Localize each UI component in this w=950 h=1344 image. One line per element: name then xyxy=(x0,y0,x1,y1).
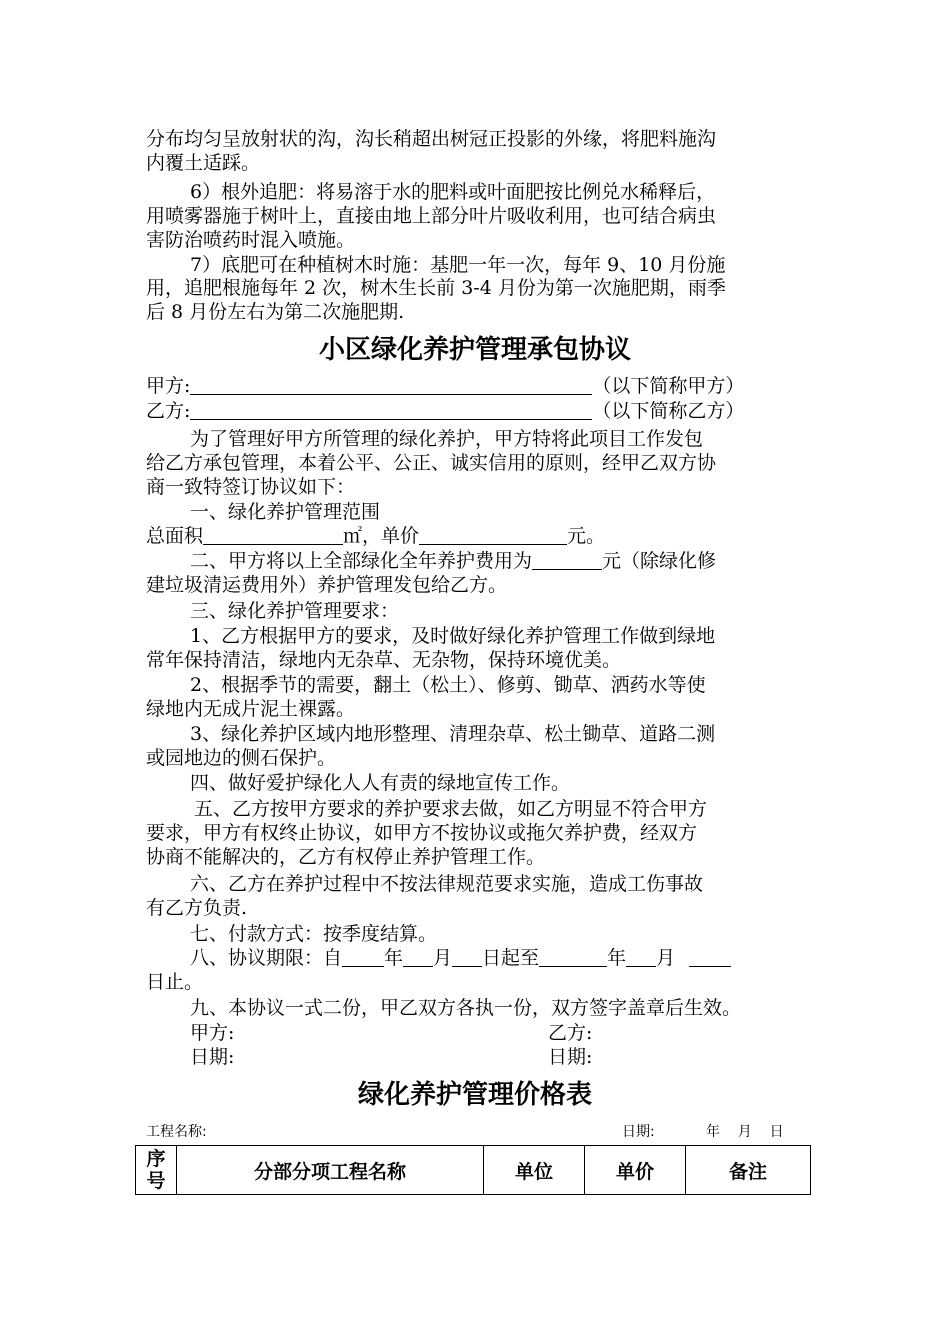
section-9: 九、本协议一式二份，甲乙双方各执一份，双方签字盖章后生效。 xyxy=(190,997,742,1019)
intro-line-1: 分布均匀呈放射状的沟，沟长稍超出树冠正投影的外缘，将肥料施沟 xyxy=(146,128,717,150)
price-table-title: 绿化养护管理价格表 xyxy=(357,1080,592,1110)
section-4: 四、做好爱护绿化人人有责的绿地宣传工作。 xyxy=(190,772,571,794)
term-prefix: 八、协议期限：自 xyxy=(190,947,343,969)
term-day-from: 日起至 xyxy=(482,947,540,969)
section-2-text-a: 二、甲方将以上全部绿化全年养护费用为 xyxy=(190,550,533,572)
annual-fee-blank xyxy=(532,549,602,570)
party-a-label: 甲方: xyxy=(146,375,191,397)
area-unit: ㎡，单价 xyxy=(343,525,420,547)
table-date-ymd: 年 月 日 xyxy=(706,1124,784,1140)
header-seq-text: 序号 xyxy=(146,1148,166,1192)
req-2-line-2: 绿地内无成片泥土裸露。 xyxy=(146,698,356,720)
section-6-line-1: 六、乙方在养护过程中不按法律规范要求实施，造成工伤事故 xyxy=(190,873,704,895)
date-a: 日期: xyxy=(190,1046,235,1068)
intro-line-3: 6）根外追肥：将易溶于水的肥料或叶面肥按比例兑水稀释后， xyxy=(190,181,716,203)
section-6-line-2: 有乙方负责. xyxy=(146,897,248,919)
party-b-blank xyxy=(190,399,592,420)
section-2-text-b: 元（除绿化修 xyxy=(602,550,717,572)
term-year-2: 年 xyxy=(607,947,627,969)
section-7: 七、付款方式：按季度结算。 xyxy=(190,923,438,945)
party-a-blank xyxy=(190,374,592,395)
party-a-line xyxy=(146,374,744,398)
preamble-line-1: 为了管理好甲方所管理的绿化养护，甲方特将此项目工作发包 xyxy=(190,428,704,450)
section-5-line-2: 要求，甲方有权终止协议，如甲方不按协议或拖欠养护费，经双方 xyxy=(146,822,698,844)
term-month-1: 月 xyxy=(433,947,453,969)
req-1-line-2: 常年保持清洁，绿地内无杂草、无杂物，保持环境优美。 xyxy=(146,649,622,671)
intro-line-2: 内覆土适踩。 xyxy=(146,152,261,174)
start-day-blank xyxy=(452,946,482,967)
table-date-label: 日期: xyxy=(622,1124,655,1140)
section-2-line-2: 建垃圾清运费用外）养护管理发包给乙方。 xyxy=(146,574,508,596)
header-remarks: 备注 xyxy=(686,1146,811,1195)
section-3: 三、绿化养护管理要求： xyxy=(190,600,400,622)
area-label: 总面积 xyxy=(146,525,204,547)
section-8-line-1 xyxy=(190,946,731,970)
section-5-line-3: 协商不能解决的，乙方有权停止养护管理工作。 xyxy=(146,846,546,868)
party-b-suffix: （以下简称乙方） xyxy=(592,400,745,422)
party-b-label: 乙方: xyxy=(146,400,191,422)
intro-line-6: 7）底肥可在种植树木时施：基肥一年一次，每年 9、10 月份施 xyxy=(190,254,726,276)
section-5-line-1: 五、乙方按甲方要求的养护要求去做，如乙方明显不符合甲方 xyxy=(194,798,708,820)
term-year-1: 年 xyxy=(384,947,404,969)
req-2-line-1: 2、根据季节的需要，翻土（松土）、修剪、锄草、洒药水等使 xyxy=(190,674,706,696)
section-1: 一、绿化养护管理范围 xyxy=(190,501,381,523)
req-3-line-1: 3、绿化养护区域内地形整理、清理杂草、松土锄草、道路二测 xyxy=(190,723,716,745)
end-year-blank xyxy=(539,946,607,967)
preamble-line-3: 商一致特签订协议如下： xyxy=(146,476,356,498)
price-blank xyxy=(419,524,567,545)
end-day-blank xyxy=(689,946,731,967)
start-year-blank xyxy=(342,946,384,967)
sign-a: 甲方: xyxy=(190,1022,235,1044)
sign-b: 乙方: xyxy=(548,1022,593,1044)
intro-line-7: 用，追肥根施每年 2 次，树木生长前 3-4 月份为第一次施肥期，雨季 xyxy=(146,277,726,299)
price-table xyxy=(135,1145,811,1195)
header-unit-price: 单价 xyxy=(585,1146,686,1195)
start-month-blank xyxy=(403,946,433,967)
project-name-label: 工程名称: xyxy=(146,1124,207,1140)
price-table-header-row xyxy=(136,1146,811,1195)
header-item-name: 分部分项工程名称 xyxy=(177,1146,484,1195)
section-8-line-2: 日止。 xyxy=(146,971,204,993)
term-month-2: 月 xyxy=(656,947,676,969)
area-line xyxy=(146,524,605,548)
end-month-blank xyxy=(626,946,656,967)
intro-line-8: 后 8 月份左右为第二次施肥期. xyxy=(146,301,405,323)
area-yuan: 元。 xyxy=(567,525,606,547)
date-b: 日期: xyxy=(548,1046,593,1068)
intro-line-4: 用喷雾器施于树叶上，直接由地上部分叶片吸收利用，也可结合病虫 xyxy=(146,205,717,227)
req-3-line-2: 或园地边的侧石保护。 xyxy=(146,747,337,769)
party-a-suffix: （以下简称甲方） xyxy=(592,375,745,397)
section-2-line-1 xyxy=(190,549,716,573)
party-b-line xyxy=(146,399,744,423)
preamble-line-2: 给乙方承包管理，本着公平、公正、诚实信用的原则，经甲乙双方协 xyxy=(146,452,717,474)
header-seq xyxy=(136,1146,177,1195)
agreement-title: 小区绿化养护管理承包协议 xyxy=(318,335,631,365)
intro-line-5: 害防治喷药时混入喷施。 xyxy=(146,229,356,251)
area-blank xyxy=(203,524,343,545)
req-1-line-1: 1、乙方根据甲方的要求，及时做好绿化养护管理工作做到绿地 xyxy=(190,625,716,647)
header-unit: 单位 xyxy=(484,1146,585,1195)
